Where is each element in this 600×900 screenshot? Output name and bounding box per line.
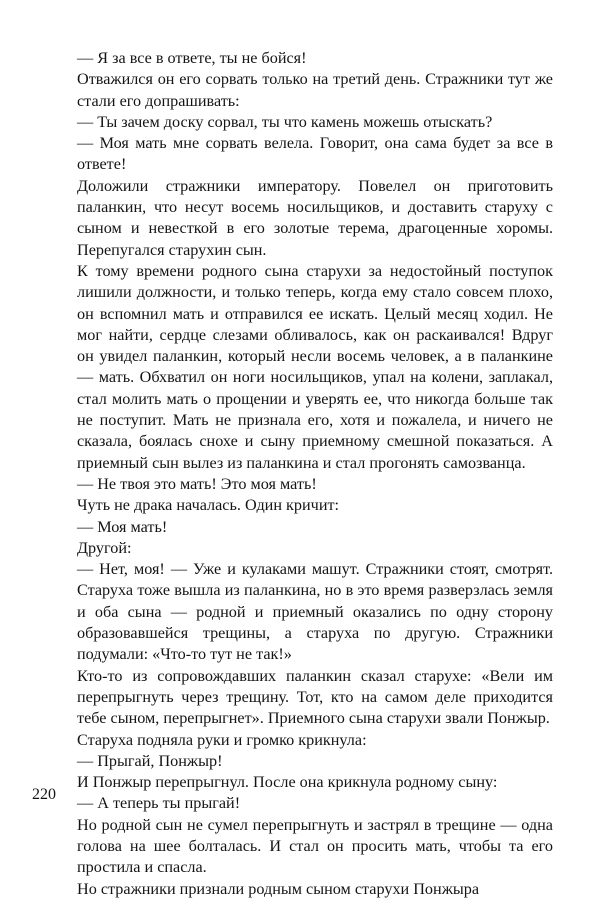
page-body	[77, 48, 553, 900]
paragraph-1: — Я за все в ответе, ты не бойся!	[77, 49, 307, 67]
paragraph-15: И Понжыр перепрыгнул. После она крикнула родному сыну:	[77, 773, 498, 792]
paragraph-5: Доложили стражники императору. Повелел он приготовить паланкин, что несут восемь носильщиков, и доставить старуху с сыном и невесткой в его золотые терема, драгоценные хоромы. Перепугался старухин сын.	[77, 176, 553, 259]
paragraph-12: Кто-то из сопровождавших паланкин сказал старухе: «Вели им перепрыгнуть через трещину. Тот, кто на самом деле приходится тебе сыном, перепрыгнет». Приемного сына старухи звали Понжыр.	[77, 666, 553, 728]
paragraph-10: Другой:	[77, 538, 132, 557]
paragraph-6: К тому времени родного сына старухи за недостойный поступок лишили должности, и только теперь, когда ему стало совсем плохо, он вспомнил мать и отправился ее искать. Целый месяц ходил. Не мог найти, сердце слезами обливалось, как он раскаивался! Вдруг он увидел паланкин, который несли восемь человек, а в паланкине — мать. Обхватил он ноги носильщиков, упал на колени, заплакал, стал молить мать о прощении и уверять ее, что никогда больше так не поступит. Мать не признала его, хотя и пожалела, и ничего не сказала, боялась снохе и сыну приемному смешной показаться. А приемный сын вылез из паланкина и стал прогонять самозванца.	[77, 261, 553, 472]
paragraph-8: Чуть не драка началась. Один кричит:	[77, 496, 340, 515]
paragraph-13: Старуха подняла руки и громко крикнула:	[77, 730, 367, 749]
paragraph-16: — А теперь ты прыгай!	[77, 794, 241, 813]
page-number: 220	[32, 786, 56, 803]
paragraph-11: — Нет, моя! — Уже и кулаками машут. Стражники стоят, смотрят. Старуха тоже вышла из паланкина, но в это время разверзлась земля и оба сына — родной и приемный оказались по одну сторону образовавшейся трещины, а старуха по другую. Стражники подумали: «Что-то тут не так!»	[77, 560, 553, 664]
paragraph-2: Отважился он его сорвать только на третий день. Стражники тут же стали его допрашивать:	[77, 70, 553, 110]
paragraph-17: Но родной сын не сумел перепрыгнуть и застрял в трещине — одна голова на шее болталась. И стал он просить мать, чтобы та его простила и спасла.	[77, 815, 553, 877]
paragraph-3: — Ты зачем доску сорвал, ты что камень можешь отыскать?	[77, 112, 493, 131]
paragraph-4: — Моя мать мне сорвать велела. Говорит, она сама будет за все в ответе!	[77, 134, 553, 174]
paragraph-7: — Не твоя это мать! Это моя мать!	[77, 474, 317, 493]
paragraph-9: — Моя мать!	[77, 517, 168, 536]
paragraph-18: Но стражники признали родным сыном старухи Понжыра	[77, 879, 480, 898]
paragraph-14: — Прыгай, Понжыр!	[77, 751, 223, 770]
